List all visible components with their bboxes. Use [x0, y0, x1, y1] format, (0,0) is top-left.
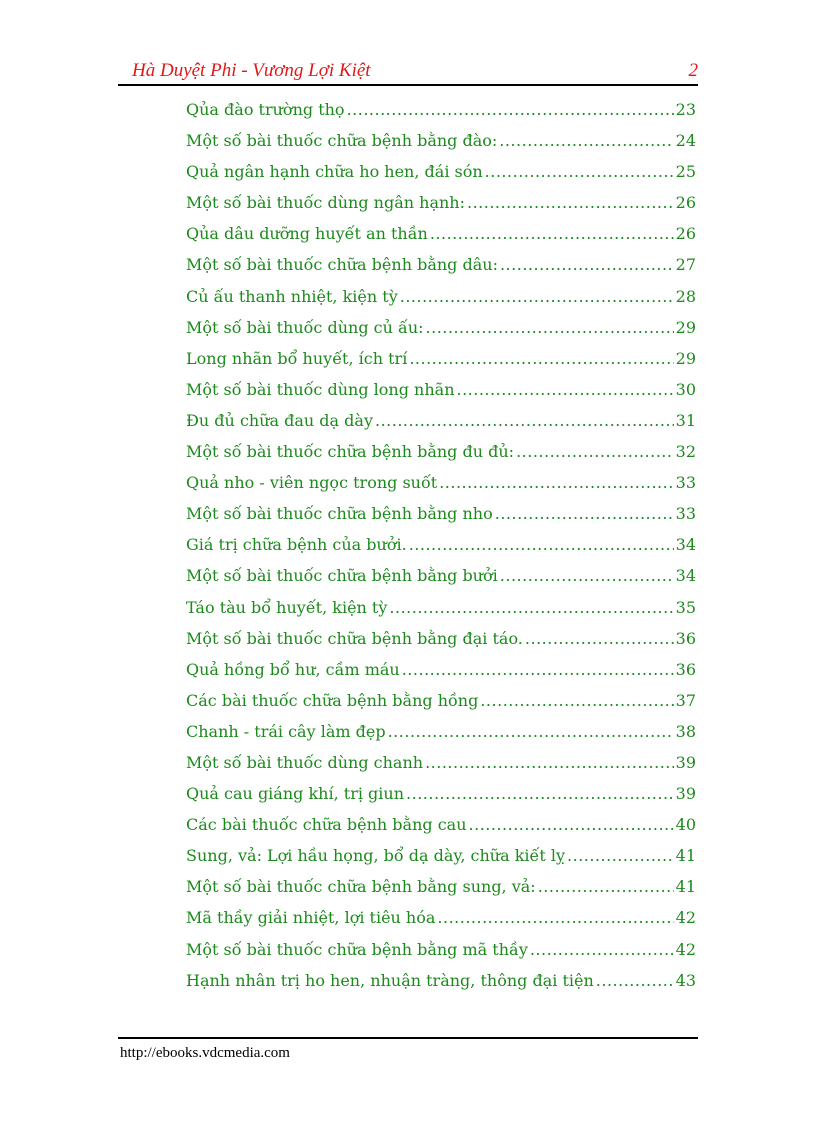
toc-entry[interactable]	[186, 224, 696, 255]
toc-dot-leader	[516, 442, 674, 461]
toc-dot-leader	[437, 908, 673, 927]
toc-dot-leader	[596, 971, 674, 990]
toc-entry-title: Quả nho - viên ngọc trong suốt	[186, 473, 438, 493]
toc-entry-title: Củ ấu thanh nhiệt, kiện tỳ	[186, 286, 398, 306]
toc-dot-leader	[400, 287, 674, 306]
toc-entry[interactable]	[186, 877, 696, 908]
toc-dot-leader	[457, 380, 674, 399]
toc-entry-title: Một số bài thuốc chữa bệnh bằng bưởi	[186, 566, 498, 586]
toc-dot-leader	[469, 815, 674, 834]
toc-entry-title: Các bài thuốc chữa bệnh bằng hồng	[186, 690, 479, 710]
toc-entry-title: Một số bài thuốc dùng ngân hạnh:	[186, 193, 465, 213]
toc-entry[interactable]	[186, 753, 696, 784]
toc-entry[interactable]	[186, 411, 696, 442]
toc-dot-leader	[495, 504, 674, 523]
toc-dot-leader	[430, 224, 674, 243]
toc-entry[interactable]	[186, 318, 696, 349]
table-of-contents	[186, 100, 696, 1002]
toc-dot-leader	[499, 131, 673, 150]
toc-dot-leader	[538, 877, 674, 896]
toc-entry-page: 42	[675, 939, 696, 959]
toc-entry-page: 30	[675, 379, 696, 399]
toc-dot-leader	[409, 535, 674, 554]
toc-entry-title: Qủa dâu dưỡng huyết an thần	[186, 224, 428, 244]
toc-entry-title: Đu đủ chữa đau dạ dày	[186, 410, 373, 430]
toc-entry-title: Một số bài thuốc dùng chanh	[186, 752, 424, 772]
toc-entry-title: Giá trị chữa bệnh của bưởi.	[186, 535, 407, 555]
toc-entry-page: 31	[675, 410, 696, 430]
toc-entry-page: 41	[675, 846, 696, 866]
toc-entry[interactable]	[186, 255, 696, 286]
toc-dot-leader	[525, 629, 674, 648]
toc-entry[interactable]	[186, 846, 696, 877]
toc-entry-title: Mã thầy giải nhiệt, lợi tiêu hóa	[186, 908, 436, 928]
toc-entry-page: 41	[675, 877, 696, 897]
toc-entry-title: Táo tàu bổ huyết, kiện tỳ	[186, 597, 388, 617]
toc-entry[interactable]	[186, 504, 696, 535]
toc-entry-page: 32	[675, 442, 696, 462]
toc-entry-page: 29	[675, 317, 696, 337]
toc-entry[interactable]	[186, 193, 696, 224]
toc-entry[interactable]	[186, 380, 696, 411]
toc-entry-page: 36	[675, 628, 696, 648]
toc-entry[interactable]	[186, 287, 696, 318]
toc-entry[interactable]	[186, 815, 696, 846]
toc-entry-title: Hạnh nhân trị ho hen, nhuận tràng, thông đại tiện	[186, 970, 594, 990]
toc-dot-leader	[426, 318, 674, 337]
toc-entry-title: Một số bài thuốc dùng long nhãn	[186, 379, 455, 399]
toc-entry-page: 42	[675, 908, 696, 928]
toc-entry-page: 25	[675, 162, 696, 182]
header-page-number: 2	[688, 60, 698, 81]
toc-entry[interactable]	[186, 162, 696, 193]
toc-entry[interactable]	[186, 100, 696, 131]
toc-entry[interactable]	[186, 660, 696, 691]
toc-entry-title: Một số bài thuốc chữa bệnh bằng dâu:	[186, 255, 498, 275]
toc-entry-title: Một số bài thuốc chữa bệnh bằng đào:	[186, 131, 498, 151]
toc-dot-leader	[347, 100, 674, 119]
toc-entry[interactable]	[186, 691, 696, 722]
toc-dot-leader	[406, 784, 674, 803]
toc-entry[interactable]	[186, 131, 696, 162]
toc-dot-leader	[500, 566, 674, 585]
toc-entry-page: 24	[675, 131, 696, 151]
toc-entry[interactable]	[186, 722, 696, 753]
toc-dot-leader	[439, 473, 673, 492]
header-title: Hà Duyệt Phi - Vương Lợi Kiệt	[132, 60, 371, 81]
toc-entry-page: 35	[675, 597, 696, 617]
toc-entry-title: Các bài thuốc chữa bệnh bằng cau	[186, 815, 467, 835]
toc-entry-page: 38	[675, 721, 696, 741]
toc-entry-page: 23	[675, 100, 696, 119]
toc-entry[interactable]	[186, 940, 696, 971]
toc-entry-title: Quả ngân hạnh chữa ho hen, đái són	[186, 162, 483, 182]
toc-entry[interactable]	[186, 784, 696, 815]
toc-dot-leader	[500, 255, 674, 274]
toc-entry-page: 40	[675, 815, 696, 835]
toc-entry[interactable]	[186, 598, 696, 629]
toc-entry-page: 39	[675, 784, 696, 804]
toc-entry-page: 36	[675, 659, 696, 679]
toc-entry-title: Quả cau giáng khí, trị giun	[186, 784, 405, 804]
toc-dot-leader	[480, 691, 673, 710]
toc-entry[interactable]	[186, 442, 696, 473]
toc-entry-title: Long nhãn bổ huyết, ích trí	[186, 348, 408, 368]
toc-dot-leader	[389, 598, 673, 617]
toc-entry-title: Một số bài thuốc chữa bệnh bằng đại táo.	[186, 628, 523, 648]
toc-entry-page: 27	[675, 255, 696, 275]
toc-entry-title: Chanh - trái cây làm đẹp	[186, 721, 386, 741]
toc-dot-leader	[375, 411, 674, 430]
toc-entry-page: 26	[675, 224, 696, 244]
toc-dot-leader	[388, 722, 674, 741]
toc-entry[interactable]	[186, 535, 696, 566]
toc-entry-page: 37	[675, 690, 696, 710]
toc-entry-page: 29	[675, 348, 696, 368]
toc-dot-leader	[402, 660, 674, 679]
toc-entry-page: 39	[675, 752, 696, 772]
toc-entry[interactable]	[186, 629, 696, 660]
toc-entry-title: Quả hồng bổ hư, cầm máu	[186, 659, 400, 679]
toc-entry-title: Một số bài thuốc dùng củ ấu:	[186, 317, 424, 337]
toc-dot-leader	[467, 193, 674, 212]
toc-entry[interactable]	[186, 349, 696, 380]
toc-entry[interactable]	[186, 566, 696, 597]
toc-entry-title: Một số bài thuốc chữa bệnh bằng mã thầy	[186, 939, 528, 959]
toc-dot-leader	[567, 846, 674, 865]
toc-entry-title: Một số bài thuốc chữa bệnh bằng đu đủ:	[186, 442, 515, 462]
toc-entry[interactable]	[186, 473, 696, 504]
footer-url[interactable]: http://ebooks.vdcmedia.com	[120, 1045, 290, 1061]
toc-dot-leader	[485, 162, 674, 181]
toc-entry-title: Một số bài thuốc chữa bệnh bằng sung, vả:	[186, 877, 536, 897]
page-header	[118, 58, 698, 86]
toc-entry-page: 43	[675, 970, 696, 990]
toc-dot-leader	[409, 349, 673, 368]
toc-entry-title: Một số bài thuốc chữa bệnh bằng nho	[186, 504, 493, 524]
toc-entry-page: 33	[675, 504, 696, 524]
toc-entry-page: 34	[675, 535, 696, 555]
footer-divider	[118, 1037, 698, 1039]
toc-entry-page: 33	[675, 473, 696, 493]
toc-entry-page: 26	[675, 193, 696, 213]
toc-entry[interactable]	[186, 908, 696, 939]
toc-dot-leader	[425, 753, 674, 772]
toc-entry-title: Qủa đào trường thọ	[186, 100, 345, 119]
toc-entry[interactable]	[186, 971, 696, 1002]
toc-dot-leader	[530, 940, 674, 959]
toc-entry-page: 28	[675, 286, 696, 306]
toc-entry-page: 34	[675, 566, 696, 586]
toc-entry-title: Sung, vả: Lợi hầu họng, bổ dạ dày, chữa kiết lỵ	[186, 846, 566, 866]
